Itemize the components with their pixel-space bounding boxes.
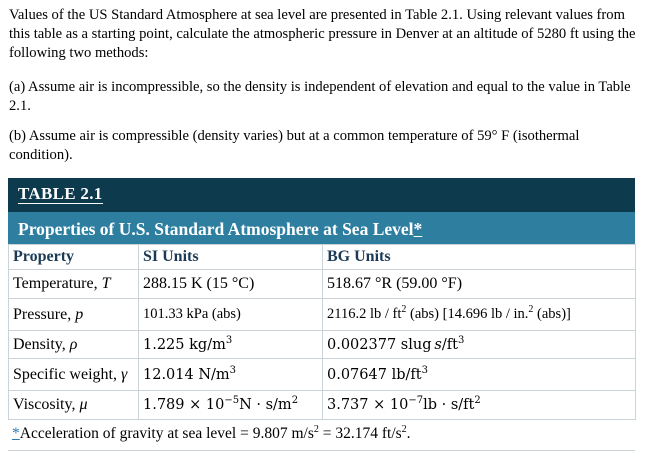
bg-cell: $3.737 \times 10^{-7}lb \cdot s/ft^2$ [323, 391, 636, 420]
property-cell: Pressure, p [9, 299, 139, 331]
header-property: Property [9, 245, 139, 270]
header-bg-units: BG Units [323, 245, 636, 270]
problem-intro: Values of the US Standard Atmosphere at sea level are presented in Table 2.1. Using relevant values from this table as a starting point, calculate the atmospheric pressure in Denver at an altitude of 5280 ft using the following two methods: [9, 7, 636, 61]
footnote-marker[interactable]: * [12, 425, 20, 442]
problem-part-a: (a) Assume air is incompressible, so the density is independent of elevation and equal to the value in Table 2.1. [9, 79, 631, 114]
table-label[interactable]: TABLE 2.1 [18, 184, 103, 203]
table-row-specific-weight [9, 359, 636, 391]
bg-cell: 2116.2 lb / $ft^2$ (abs) [14.696 lb / in.$^2$ (abs)] [323, 299, 636, 331]
table-row-viscosity [9, 391, 636, 420]
properties-table [8, 178, 635, 451]
footnote-text: Acceleration of gravity at sea level = 9.807 m/s [19, 425, 314, 442]
bg-cell: 0.07647 $lb/ft^3$ [323, 359, 636, 391]
property-cell: Temperature, T [9, 270, 139, 299]
si-cell: $1.789 \times 10^{-5}N \cdot s/m^2$ [139, 391, 323, 420]
properties-grid [8, 244, 636, 420]
problem-part-b: (b) Assume air is compressible (density varies) but at a common temperature of 59° F (isothermal condition). [9, 128, 580, 163]
table-label-bar [8, 178, 635, 212]
si-cell: 1.225 $kg/m^3$ [139, 331, 323, 359]
property-cell: Viscosity, μ [9, 391, 139, 420]
table-row-temperature [9, 270, 636, 299]
table-row-density [9, 331, 636, 359]
footnote-link[interactable]: * [413, 219, 423, 239]
table-header-row [9, 245, 636, 270]
table-title: Properties of U.S. Standard Atmosphere at Sea Level [18, 219, 414, 239]
table-row-pressure [9, 299, 636, 331]
bg-cell: 518.67 °R (59.00 °F) [323, 270, 636, 299]
table-footnote: *Acceleration of gravity at sea level = 9.807 $m/s^2 = 32.174$ $ft/s^2$. [8, 420, 635, 451]
property-cell: Specific weight, γ [9, 359, 139, 391]
bg-cell: 0.002377 slug $s/ft^3$ [323, 331, 636, 359]
header-si-units: SI Units [139, 245, 323, 270]
property-cell: Density, ρ [9, 331, 139, 359]
si-cell: 12.014 $N/m^3$ [139, 359, 323, 391]
si-cell: 288.15 K (15 °C) [139, 270, 323, 299]
si-cell: 101.33 kPa (abs) [139, 299, 323, 331]
table-title-bar [8, 212, 635, 244]
